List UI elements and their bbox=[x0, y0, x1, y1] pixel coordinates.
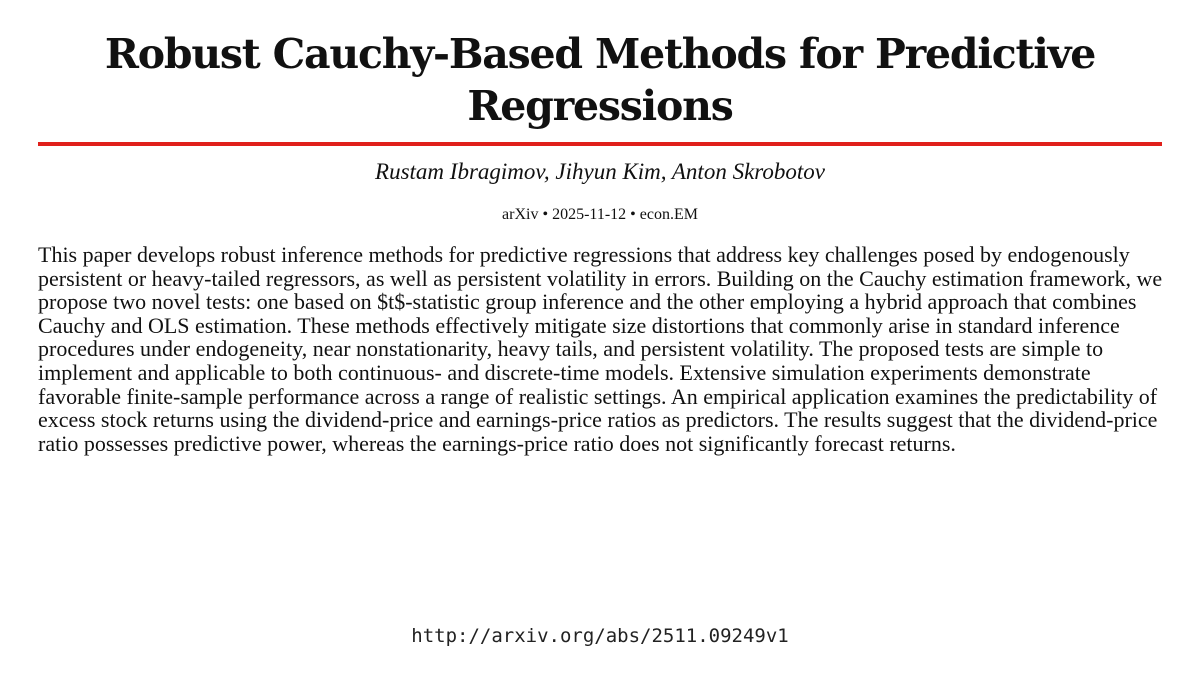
paper-url-link[interactable]: http://arxiv.org/abs/2511.09249v1 bbox=[411, 625, 789, 647]
paper-authors: Rustam Ibragimov, Jihyun Kim, Anton Skrobotov bbox=[375, 159, 825, 184]
paper-abstract: This paper develops robust inference methods for predictive regressions that address key challenges posed by endogenously persistent or heavy-tailed regressors, as well as persistent volatility in errors. Building on the Cauchy estimation framework, we propose two novel tests: one based on $t$-statistic group inference and the other employing a hybrid approach that combines Cauchy and OLS estimation. These methods effectively mitigate size distortions that commonly arise in standard inference procedures under endogeneity, near nonstationarity, heavy tails, and persistent volatility. The proposed tests are simple to implement and applicable to both continuous- and discrete-time models. Extensive simulation experiments demonstrate favorable finite-sample performance across a range of realistic settings. An empirical application examines the predictability of excess stock returns using the dividend-price and earnings-price ratios as predictors. The results suggest that the dividend-price ratio possesses predictive power, whereas the earnings-price ratio does not significantly forecast returns. bbox=[38, 242, 1163, 456]
paper-meta: arXiv • 2025-11-12 • econ.EM bbox=[502, 206, 698, 223]
paper-title: Robust Cauchy-Based Methods for Predictive Regressions bbox=[104, 30, 1096, 130]
title-divider bbox=[38, 142, 1162, 146]
